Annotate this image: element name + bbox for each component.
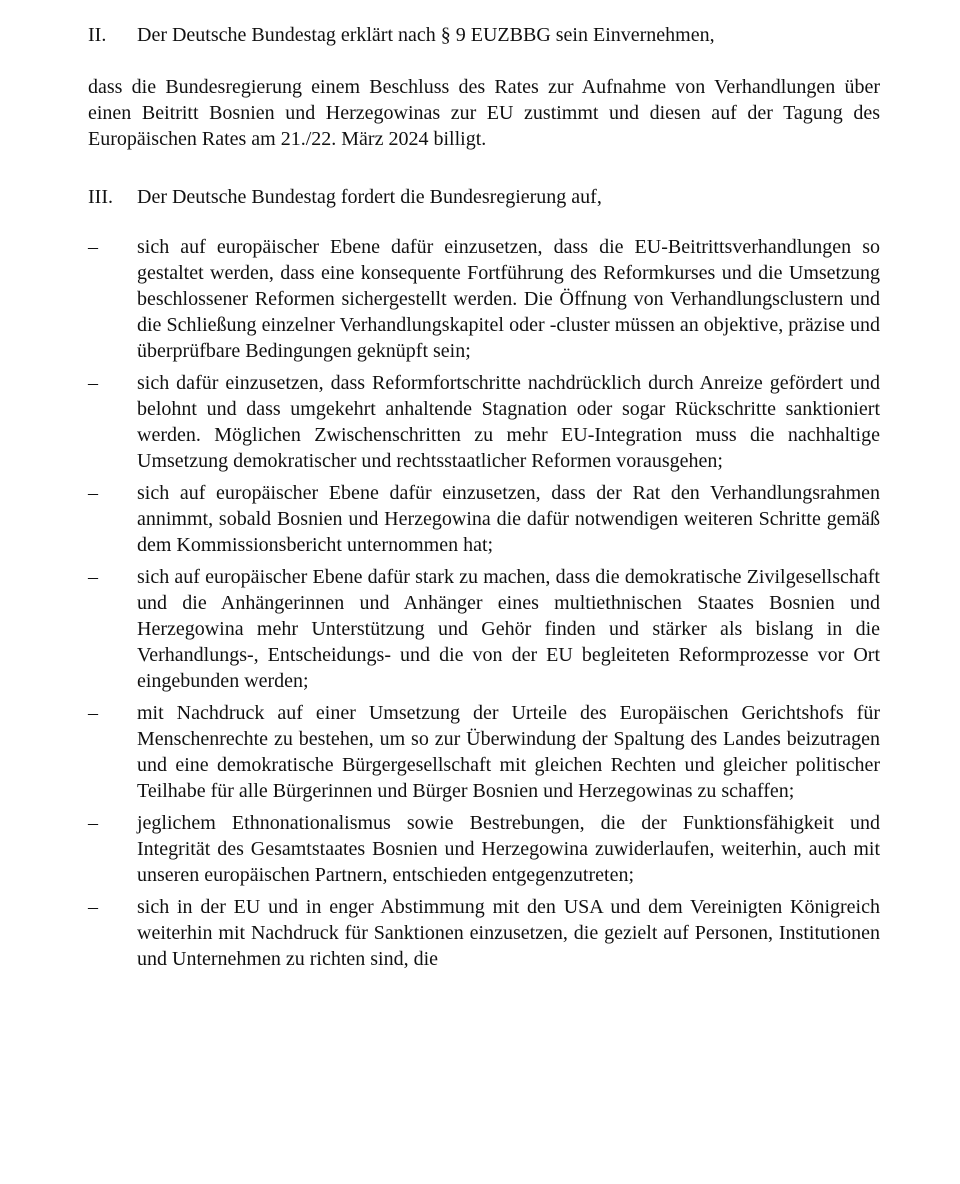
section-iii-heading-text: Der Deutsche Bundestag fordert die Bundesregierung auf, [137,186,602,208]
list-item-text: sich auf europäischer Ebene dafür einzusetzen, dass die EU-Beitrittsverhandlungen so gestaltet werden, dass eine konsequente Fortführung des Reformkurses und die Umsetzung beschlossener Reformen sichergestellt werden. Die Öffnung von Verhandlungsclustern und die Schließung einzelner Verhandlungskapitel oder -cluster müssen an objektive, präzise und überprüfbare Bedingungen geknüpft sein; [137,236,880,362]
list-item-text: sich auf europäischer Ebene dafür stark zu machen, dass die demokratische Zivilgesellschaft und die Anhängerinnen und Anhänger eines multiethnischen Staates Bosnien und Herzegowina mehr Unterstützung und Gehör finden und stärker als bislang in die Verhandlungs-, Entscheidungs- und die von der EU begleiteten Reformprozesse vor Ort eingebunden werden; [137,566,880,692]
section-ii-heading-text: Der Deutsche Bundestag erklärt nach § 9 EUZBBG sein Einvernehmen, [137,24,715,46]
list-item [88,480,880,558]
demands-list [88,234,880,972]
dash-bullet: – [88,566,98,588]
list-item-text: mit Nachdruck auf einer Umsetzung der Urteile des Europäischen Gerichtshofs für Menschenrechte zu bestehen, um so zur Überwindung der Spaltung des Landes beizutragen und eine demokratische Bürgergesellschaft mit gleichen Rechten und gleicher politischer Teilhabe für alle Bürgerinnen und Bürger Bosnien und Herzegowinas zu schaffen; [137,702,880,802]
section-ii-heading [88,22,880,48]
list-item [88,234,880,364]
dash-bullet: – [88,812,98,834]
section-ii-paragraph: dass die Bundesregierung einem Beschluss des Rates zur Aufnahme von Verhandlungen über einen Beitritt Bosnien und Herzegowinas zur EU zustimmt und diesen auf der Tagung des Europäischen Rates am 21./22. März 2024 billigt. [88,76,880,150]
dash-bullet: – [88,482,98,504]
dash-bullet: – [88,702,98,724]
list-item [88,564,880,694]
list-item-text: sich auf europäischer Ebene dafür einzusetzen, dass der Rat den Verhandlungsrahmen annimmt, sobald Bosnien und Herzegowina die dafür notwendigen weiteren Schritte gemäß dem Kommissionsbericht unternommen hat; [137,482,880,556]
list-item-text: sich in der EU und in enger Abstimmung mit den USA und dem Vereinigten Königreich weiterhin mit Nachdruck für Sanktionen einzusetzen, die gezielt auf Personen, Institutionen und Unternehmen zu richten sind, die [137,896,880,970]
list-item-text: jeglichem Ethnonationalismus sowie Bestrebungen, die der Funktionsfähigkeit und Integrität des Gesamtstaates Bosnien und Herzegowina zuwiderlaufen, weiterhin, auch mit unseren europäischen Partnern, entschieden entgegenzutreten; [137,812,880,886]
dash-bullet: – [88,372,98,394]
section-iii-number: III. [88,186,113,208]
section-iii-heading [88,184,880,210]
list-item [88,894,880,972]
dash-bullet: – [88,896,98,918]
section-ii-number: II. [88,24,107,46]
list-item [88,810,880,888]
list-item [88,700,880,804]
dash-bullet: – [88,236,98,258]
list-item [88,370,880,474]
list-item-text: sich dafür einzusetzen, dass Reformfortschritte nachdrücklich durch Anreize gefördert und belohnt und dass umgekehrt anhaltende Stagnation oder sogar Rückschritte sanktioniert werden. Möglichen Zwischenschritten zu mehr EU-Integration muss die nachhaltige Umsetzung demokratischer und rechtsstaatlicher Reformen vorausgehen; [137,372,880,472]
